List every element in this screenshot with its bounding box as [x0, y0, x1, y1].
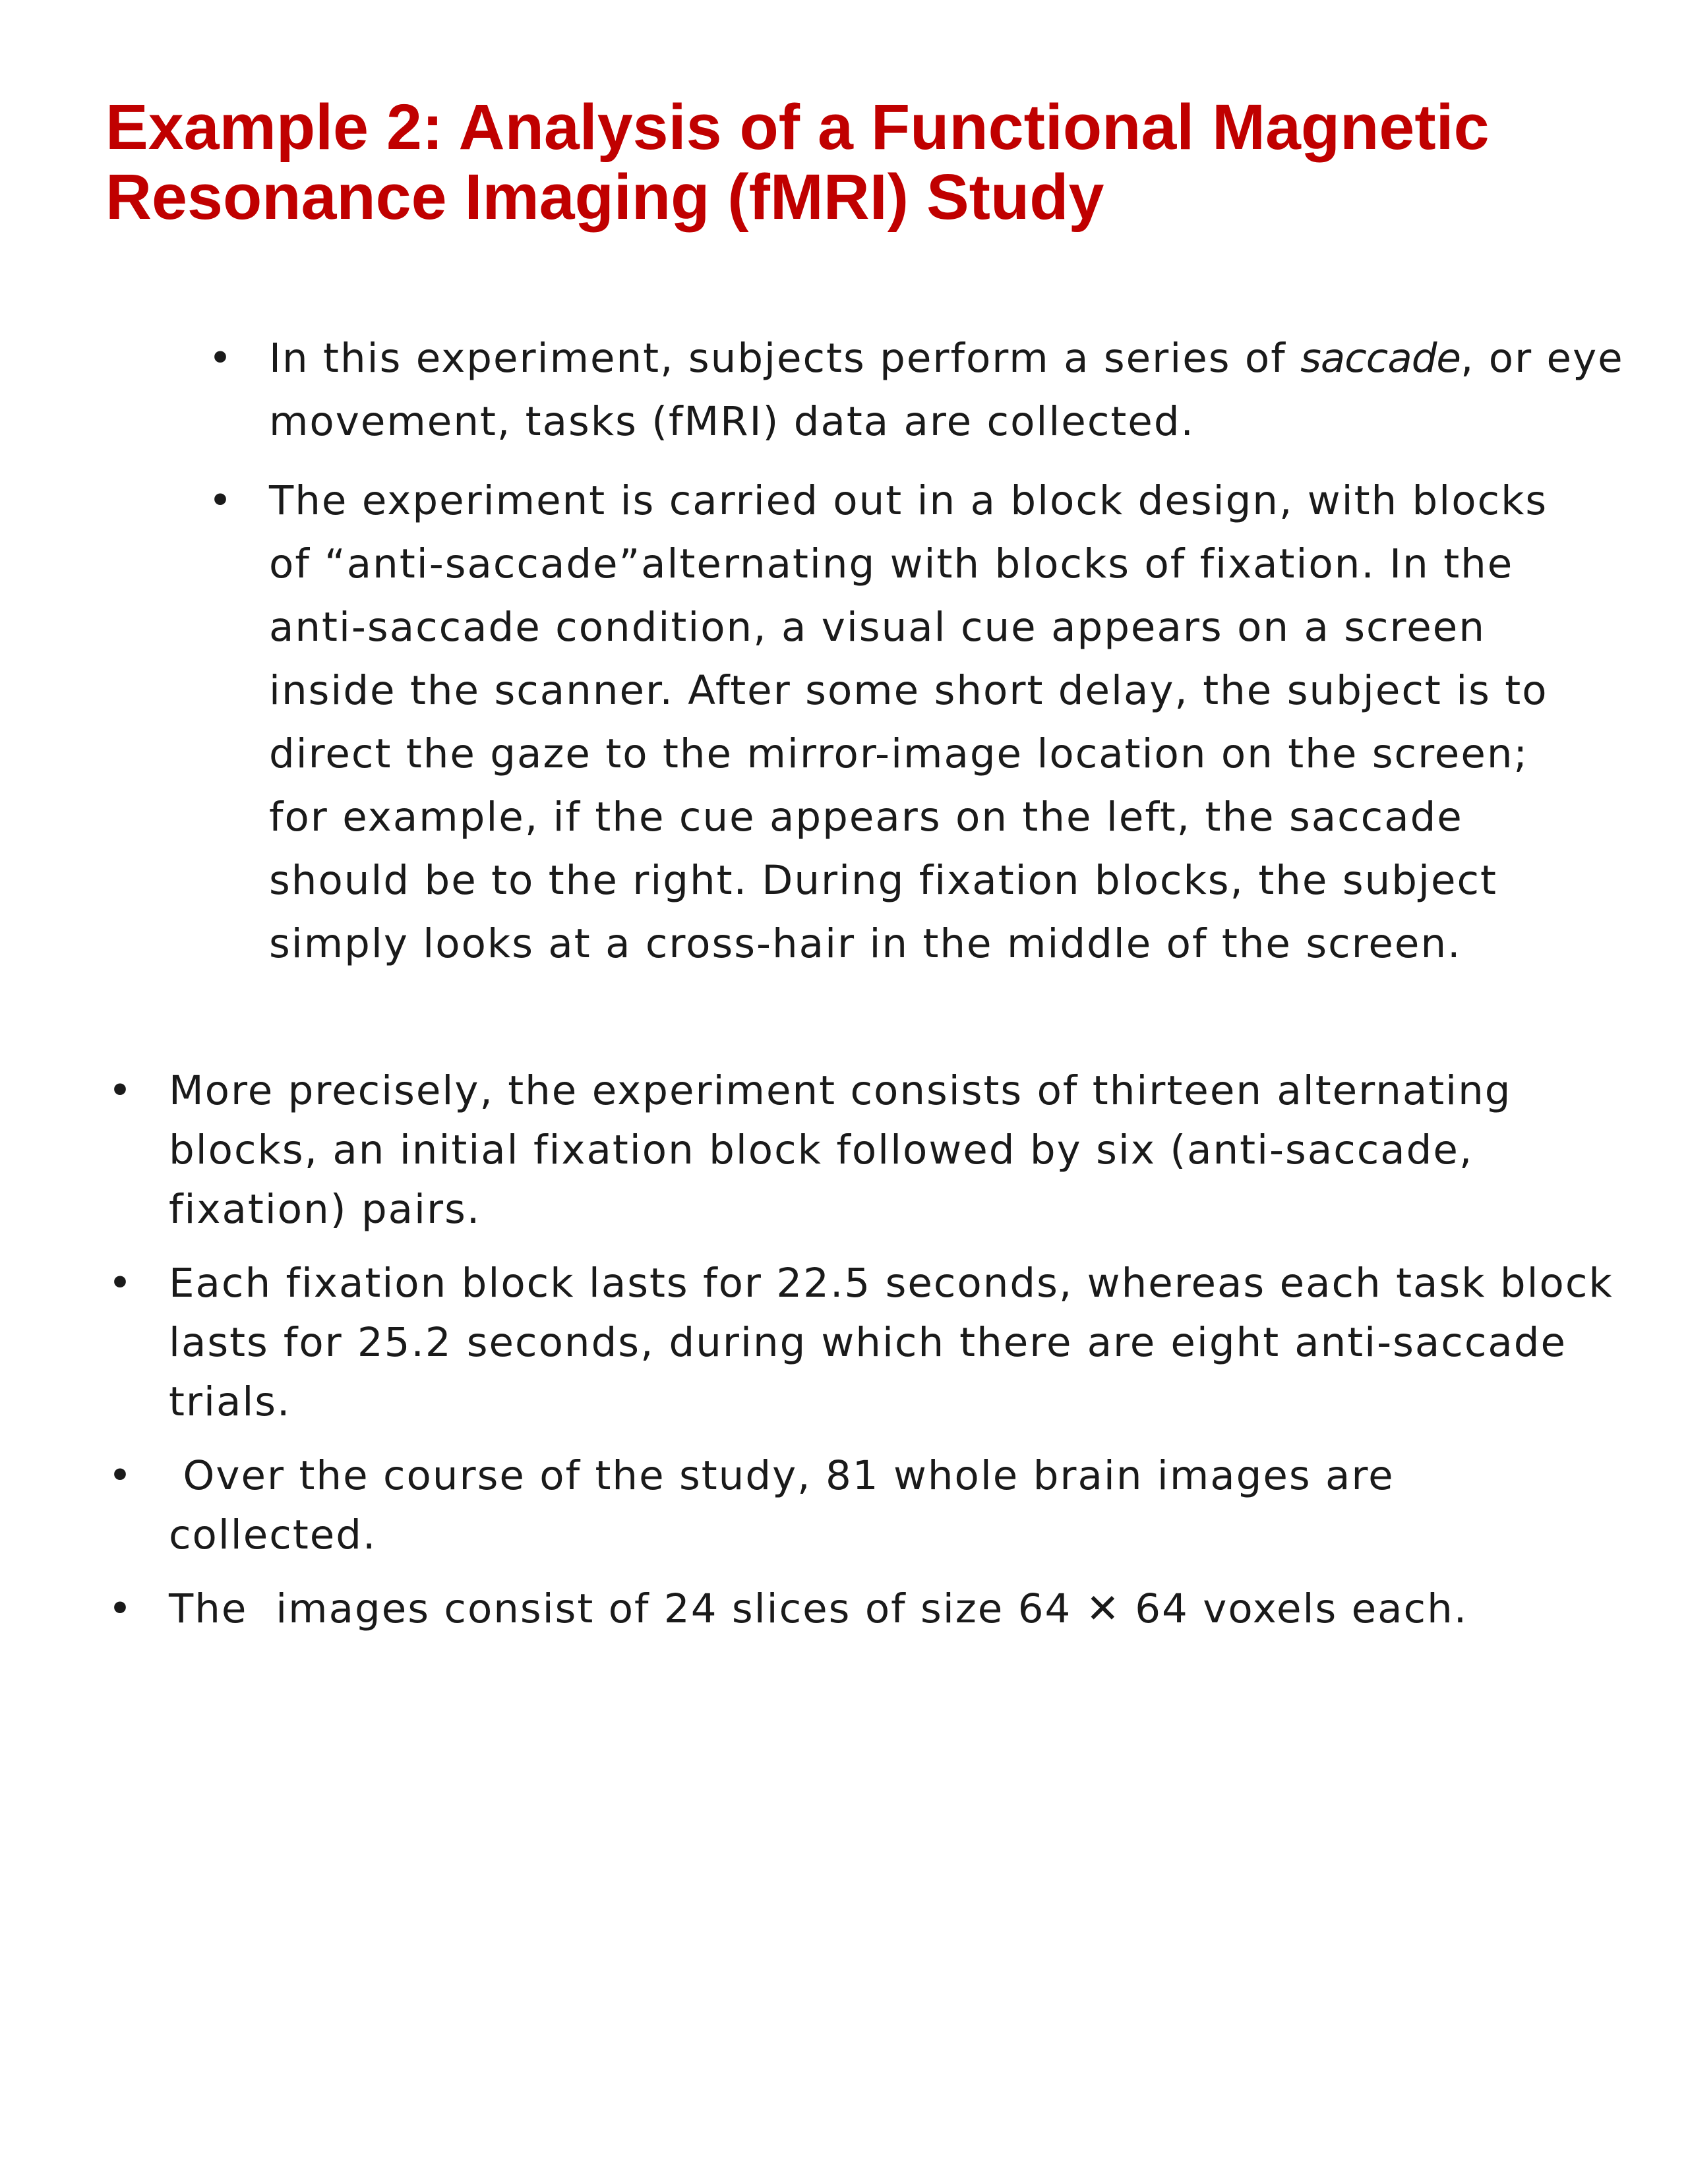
bullet-line: Over the course of the study, 81 whole brain images are [169, 1452, 1395, 1499]
bullet-line: simply looks at a cross-hair in the middle of the screen. [269, 920, 1462, 967]
bullet-item-block-durations [108, 1254, 1613, 1432]
bullet-line: The experiment is carried out in a block design, with blocks [269, 477, 1548, 524]
bullet-item-slices [108, 1579, 1567, 1639]
bullet-line: The images consist of 24 slices of size 64 ✕ 64 voxels each. [169, 1585, 1468, 1632]
bullet-line: More precisely, the experiment consists of thirteen alternating [169, 1067, 1512, 1114]
bullet-item-brain-images [108, 1446, 1567, 1565]
bullet-line: of “anti-saccade”alternating with blocks of fixation. In the [269, 541, 1514, 587]
bullet-line: anti-saccade condition, a visual cue appears on a screen [269, 604, 1486, 651]
bullet-item-saccade-intro [208, 327, 1624, 454]
bullet-icon: • [108, 1260, 133, 1307]
bullet-icon: • [208, 477, 233, 524]
bullet-item-block-design [208, 469, 1561, 976]
bullet-line: Each fixation block lasts for 22.5 seconds, whereas each task block [169, 1260, 1613, 1307]
bullet-icon: • [108, 1067, 133, 1114]
indented-bullet-list [208, 327, 1624, 991]
bullet-line: fixation) pairs. [169, 1186, 481, 1233]
bullet-icon: • [208, 335, 233, 382]
bullet-icon: • [108, 1585, 133, 1632]
bullet-item-thirteen-blocks [108, 1061, 1567, 1239]
bullet-line: inside the scanner. After some short delay, the subject is to [269, 667, 1548, 714]
bullet-line: collected. [169, 1512, 377, 1558]
bullet-line: In this experiment, subjects perform a series of saccade, or eye [269, 335, 1624, 382]
bullet-line: movement, tasks (fMRI) data are collected. [269, 398, 1195, 445]
title-line-2: Resonance Imaging (fMRI) Study [106, 161, 1104, 233]
bullet-icon: • [108, 1452, 133, 1499]
bullet-line: should be to the right. During fixation blocks, the subject [269, 857, 1497, 904]
title-line-1: Example 2: Analysis of a Functional Magnetic [106, 91, 1490, 163]
bullet-line: for example, if the cue appears on the left, the saccade [269, 794, 1463, 841]
bullet-line: blocks, an initial fixation block followed by six (anti-saccade, [169, 1127, 1474, 1173]
bullet-line: lasts for 25.2 seconds, during which there are eight anti-saccade [169, 1319, 1567, 1366]
bullet-line: trials. [169, 1378, 291, 1425]
main-bullet-list [108, 1061, 1613, 1653]
slide-title [106, 92, 1596, 232]
italic-term: saccade [1300, 335, 1461, 382]
bullet-line: direct the gaze to the mirror-image location on the screen; [269, 730, 1529, 777]
